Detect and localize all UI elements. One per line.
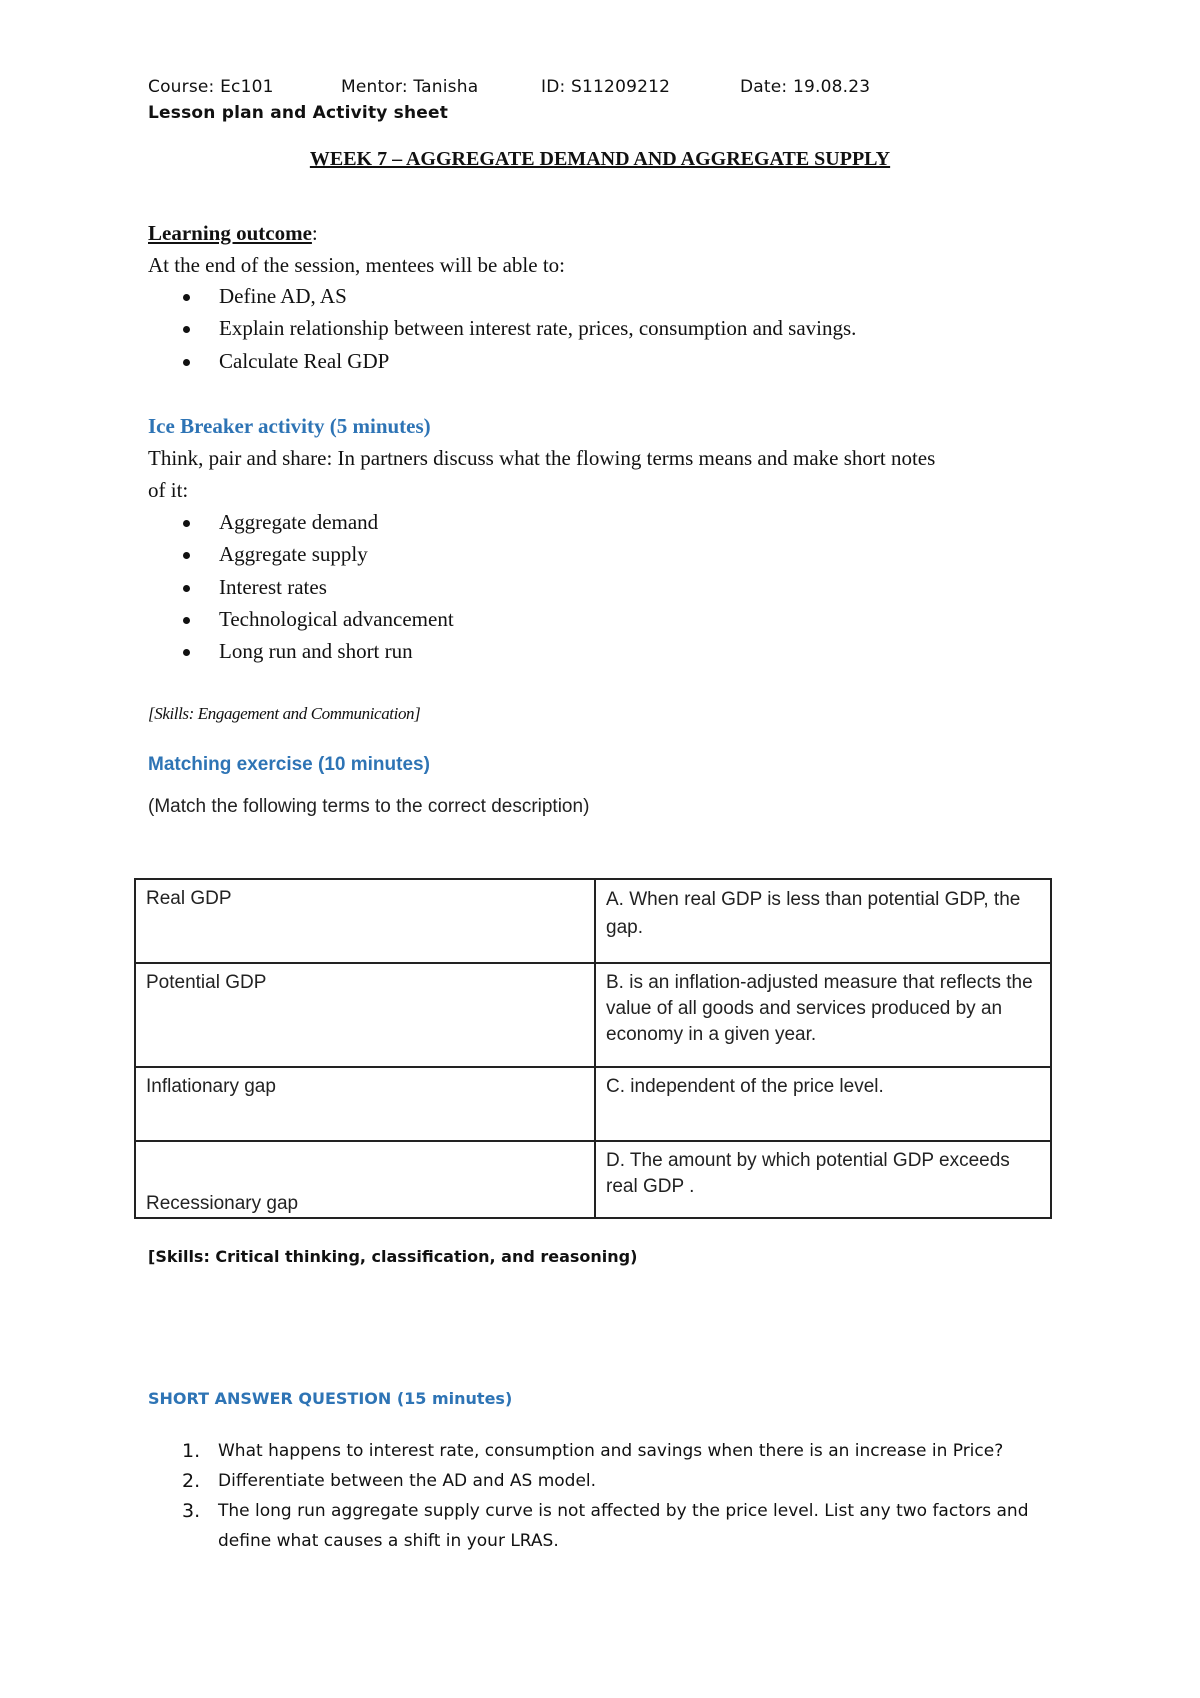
list-item bbox=[148, 1466, 1068, 1496]
list-item bbox=[148, 1436, 1068, 1466]
ice-breaker-list bbox=[148, 506, 454, 667]
description-cell: C. independent of the price level. bbox=[595, 1067, 1051, 1141]
list-item: Interest rates bbox=[148, 571, 454, 603]
ice-breaker-heading: Ice Breaker activity (5 minutes) bbox=[148, 414, 431, 438]
question-number: 2. bbox=[182, 1470, 201, 1492]
list-item: Calculate Real GDP bbox=[148, 345, 856, 377]
learning-outcome-colon: : bbox=[311, 221, 318, 245]
question-number: 1. bbox=[182, 1440, 201, 1462]
ice-breaker-text-line1: Think, pair and share: In partners discuss what the flowing terms means and make short notes bbox=[148, 446, 936, 470]
question-text: The long run aggregate supply curve is not affected by the price level. List any two factors and define what causes a shift in your LRAS. bbox=[218, 1501, 1029, 1551]
ice-breaker-skills: [Skills: Engagement and Communication] bbox=[148, 704, 421, 723]
term-cell: Inflationary gap bbox=[135, 1067, 595, 1141]
term-cell: Potential GDP bbox=[135, 963, 595, 1067]
list-item: Aggregate demand bbox=[148, 506, 454, 538]
matching-table bbox=[134, 878, 1052, 1219]
question-text: What happens to interest rate, consumption and savings when there is an increase in Price? bbox=[218, 1441, 1004, 1461]
question-number: 3. bbox=[182, 1500, 201, 1522]
list-item: Aggregate supply bbox=[148, 538, 454, 570]
table-row bbox=[135, 1141, 1051, 1218]
description-cell: B. is an inflation-adjusted measure that reflects the value of all goods and services produced by an economy in a given year. bbox=[595, 963, 1051, 1067]
short-answer-list bbox=[148, 1436, 1068, 1556]
table-row bbox=[135, 963, 1051, 1067]
description-cell: D. The amount by which potential GDP exceeds real GDP . bbox=[595, 1141, 1051, 1218]
learning-outcome-list bbox=[148, 280, 856, 377]
learning-outcome-heading-line bbox=[148, 221, 318, 246]
short-answer-heading: SHORT ANSWER QUESTION (15 minutes) bbox=[148, 1389, 513, 1408]
description-cell: A. When real GDP is less than potential GDP, the gap. bbox=[595, 879, 1051, 963]
matching-skills: [Skills: Critical thinking, classification, and reasoning) bbox=[148, 1247, 638, 1266]
list-item: Long run and short run bbox=[148, 635, 454, 667]
learning-outcome-intro: At the end of the session, mentees will be able to: bbox=[148, 253, 565, 277]
question-text: Differentiate between the AD and AS model. bbox=[218, 1471, 597, 1491]
term-cell: Recessionary gap bbox=[135, 1141, 595, 1218]
list-item bbox=[148, 1496, 1068, 1556]
table-row bbox=[135, 879, 1051, 963]
sheet-subtitle: Lesson plan and Activity sheet bbox=[148, 103, 449, 123]
list-item: Define AD, AS bbox=[148, 280, 856, 312]
date-label: Date: 19.08.23 bbox=[740, 77, 871, 97]
ice-breaker-text-line2: of it: bbox=[148, 478, 189, 502]
student-id-label: ID: S11209212 bbox=[541, 77, 671, 97]
list-item: Technological advancement bbox=[148, 603, 454, 635]
term-cell: Real GDP bbox=[135, 879, 595, 963]
mentor-label: Mentor: Tanisha bbox=[341, 77, 479, 97]
course-label: Course: Ec101 bbox=[148, 77, 274, 97]
list-item: Explain relationship between interest rate, prices, consumption and savings. bbox=[148, 312, 856, 344]
matching-heading: Matching exercise (10 minutes) bbox=[148, 754, 430, 775]
page-title: WEEK 7 – AGGREGATE DEMAND AND AGGREGATE SUPPLY bbox=[309, 148, 891, 170]
learning-outcome-heading: Learning outcome bbox=[148, 221, 312, 245]
matching-instruction: (Match the following terms to the correct description) bbox=[148, 796, 590, 817]
table-row bbox=[135, 1067, 1051, 1141]
